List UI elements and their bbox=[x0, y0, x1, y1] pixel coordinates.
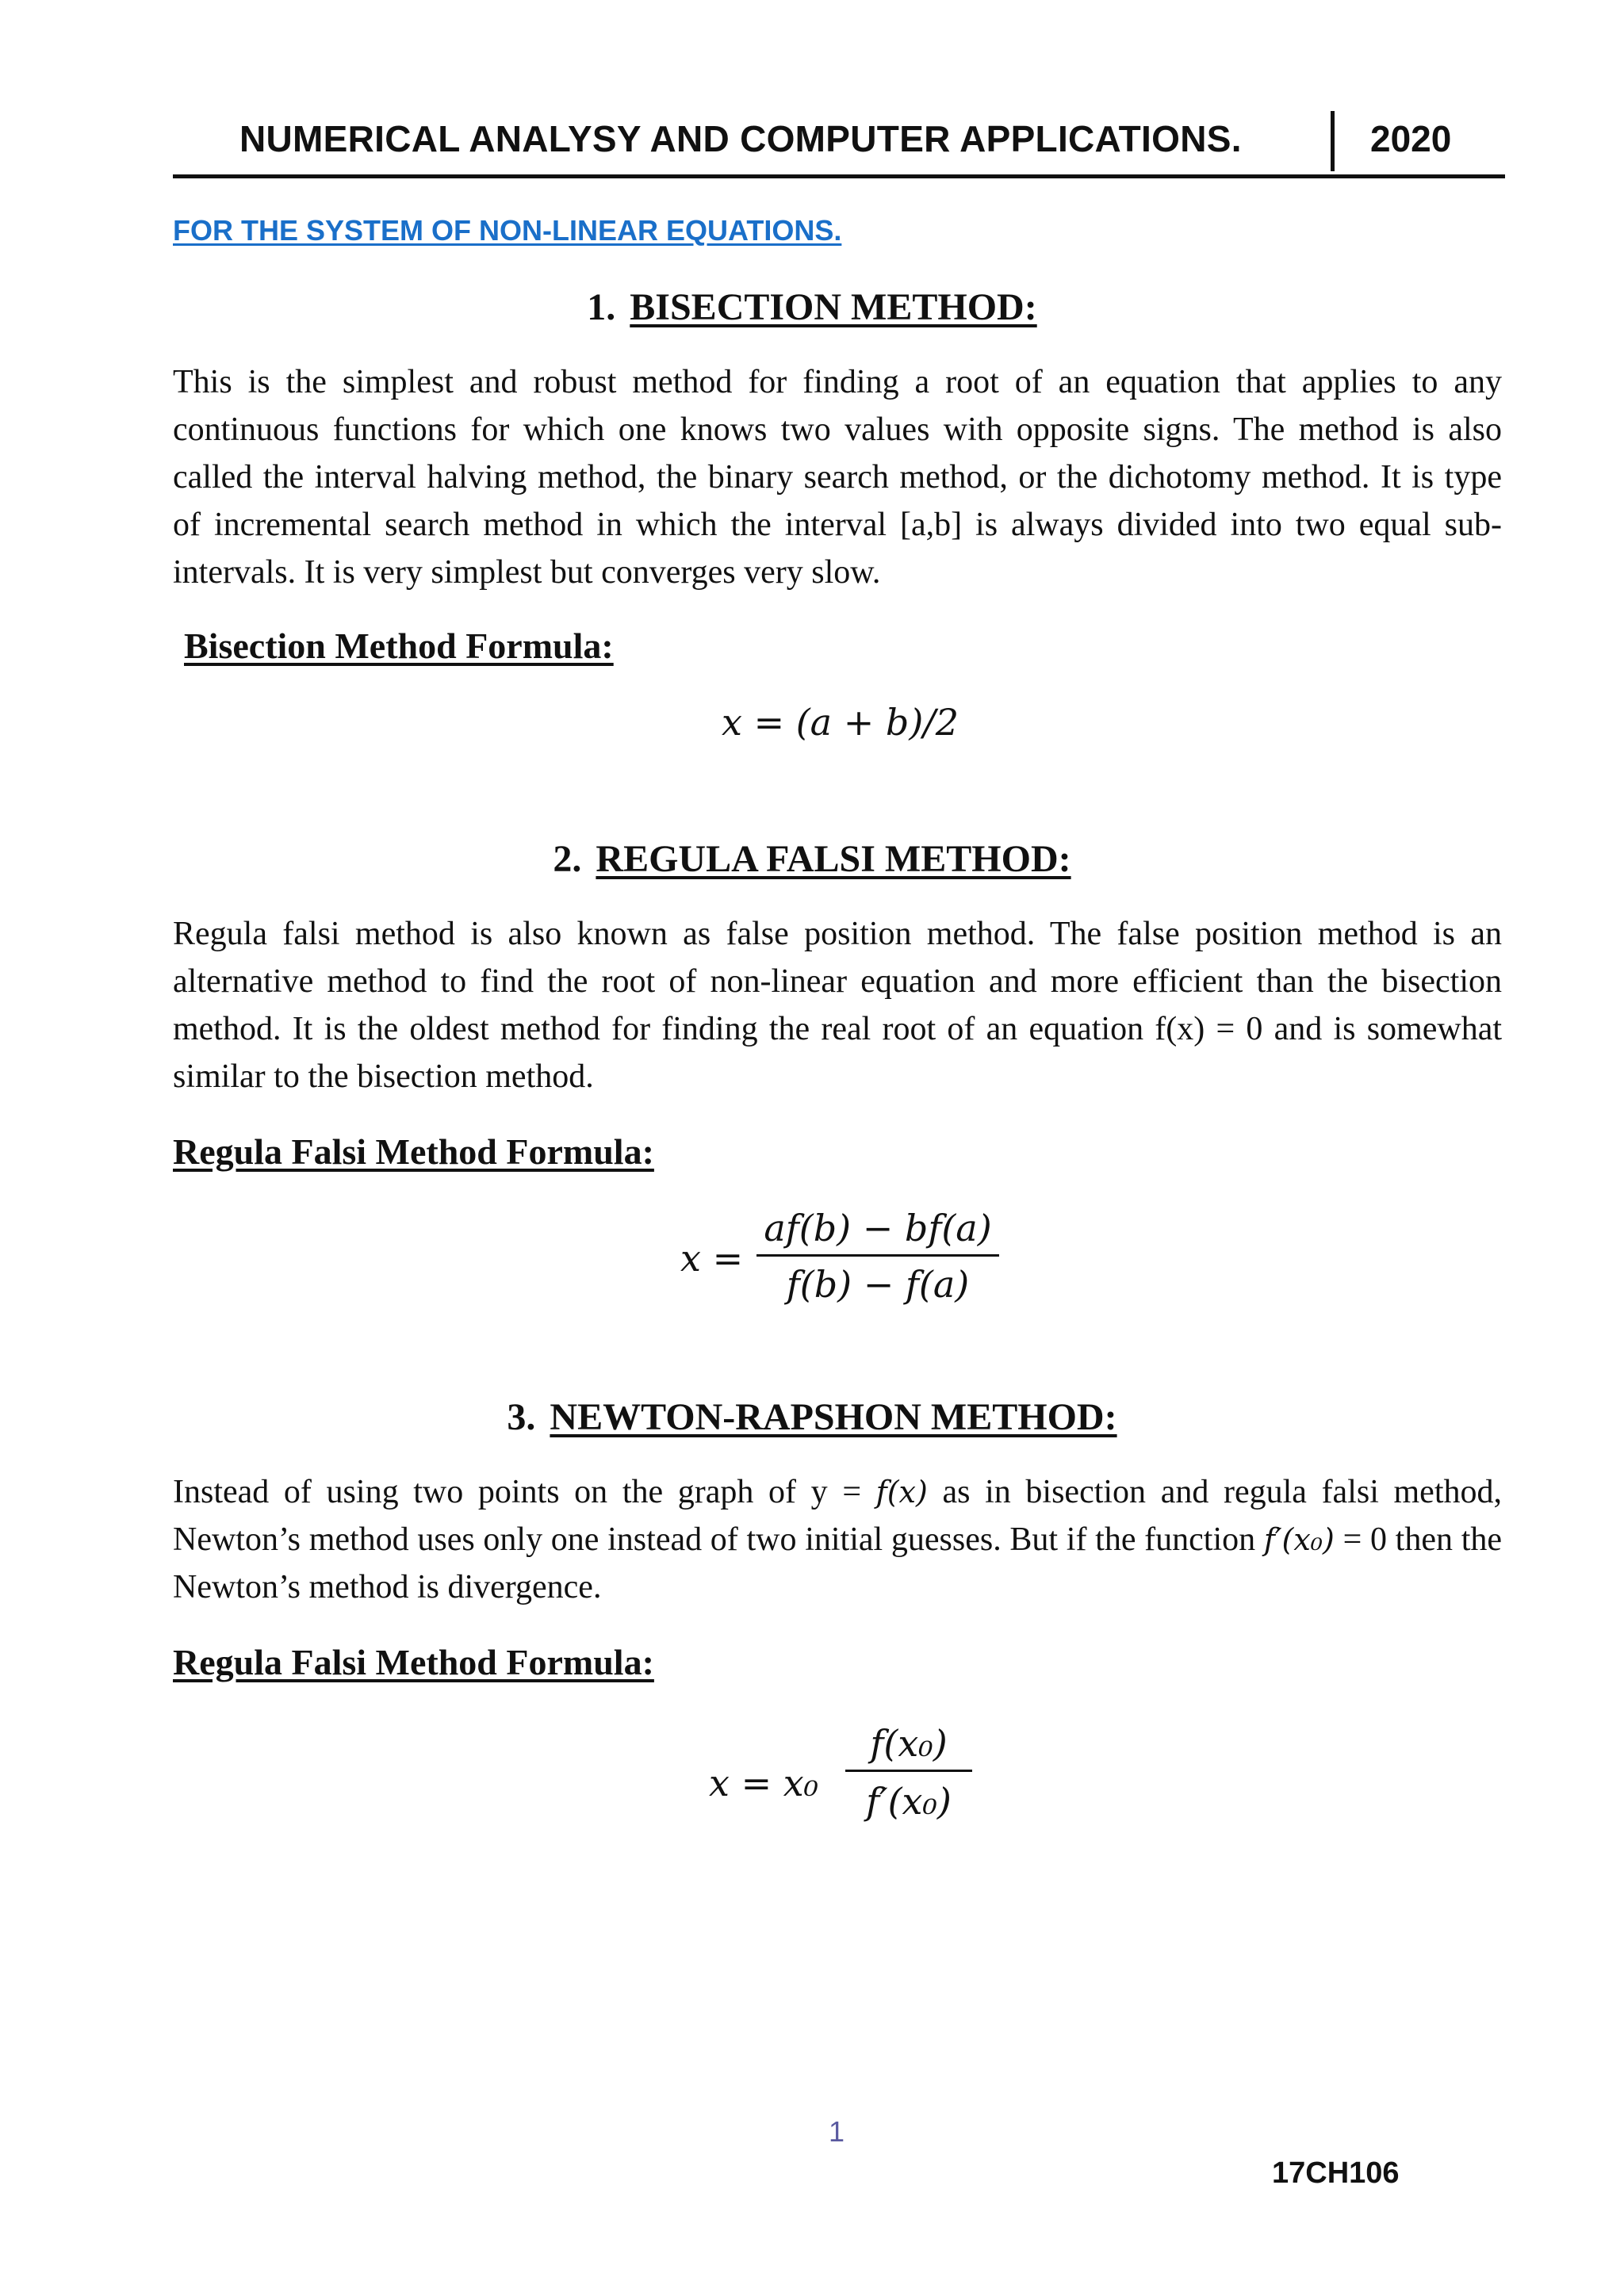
fraction-bar bbox=[756, 1254, 999, 1257]
page-number: 1 bbox=[828, 2115, 845, 2148]
heading-bisection bbox=[0, 285, 1624, 329]
heading-number: 3. bbox=[507, 1396, 536, 1438]
paragraph-regula-falsi: Regula falsi method is also known as false position method. The false position method is an alternative method to find the root of non-linear equation and more efficient than the bisection method. It is the oldest method for finding the real root of an equation f(x) = 0 and is somewhat similar to the bisection method. bbox=[173, 916, 1502, 1095]
paragraph-newton-raphson bbox=[173, 1468, 1502, 1611]
fraction-numerator: f(x₀) bbox=[870, 1722, 948, 1765]
formula-label-regula-falsi: Regula Falsi Method Formula: bbox=[173, 1131, 654, 1172]
heading-text: BISECTION METHOD: bbox=[630, 286, 1037, 328]
heading-number: 2. bbox=[553, 838, 582, 880]
paragraph-bisection: This is the simplest and robust method for finding a root of an equation that applies to any continuous functions for which one knows two values with opposite signs. The method is also called the interval halving method, the binary search method, or the dichotomy method. It is type of incremental search method in which the interval [a,b] is always divided into two equal sub-intervals. It is very simplest but converges very slow. bbox=[173, 364, 1502, 591]
fraction-denominator: f(b) − f(a) bbox=[786, 1263, 970, 1306]
formula-label-bisection: Bisection Method Formula: bbox=[184, 626, 614, 666]
heading-text: NEWTON-RAPSHON METHOD: bbox=[550, 1396, 1117, 1438]
fraction-numerator: af(b) − bf(a) bbox=[764, 1207, 992, 1249]
fraction-newton bbox=[845, 1722, 972, 1823]
heading-newton-raphson bbox=[0, 1395, 1624, 1439]
formula-label-newton: Regula Falsi Method Formula: bbox=[173, 1642, 654, 1682]
heading-regula-falsi bbox=[0, 837, 1624, 881]
header-year: 2020 bbox=[1370, 118, 1452, 159]
paragraph-text: as in bisection and regula falsi method, Newton’s method uses only one instead of two initial guesses. But if the function bbox=[173, 1474, 1502, 1558]
formula-lhs-newton: x = x₀ bbox=[709, 1762, 819, 1804]
section-subtitle: FOR THE SYSTEM OF NON-LINEAR EQUATIONS. bbox=[173, 214, 842, 247]
fraction-bar bbox=[845, 1770, 972, 1772]
paragraph-text: Instead of using two points on the graph of y = bbox=[173, 1474, 876, 1510]
fraction-denominator: f′(x₀) bbox=[866, 1780, 952, 1823]
heading-text: REGULA FALSI METHOD: bbox=[596, 838, 1071, 880]
inline-math-fprime: f′(x₀) bbox=[1263, 1522, 1335, 1557]
header-separator bbox=[1331, 111, 1335, 171]
paragraph-text: = 0 then the Newton’s method is divergence. bbox=[173, 1521, 1503, 1605]
page-header bbox=[173, 111, 1505, 178]
footer-code: 17CH106 bbox=[1272, 2156, 1400, 2190]
header-title: NUMERICAL ANALYSY AND COMPUTER APPLICATIONS. bbox=[239, 118, 1242, 159]
fraction-regula-falsi bbox=[756, 1207, 999, 1306]
heading-number: 1. bbox=[587, 286, 616, 328]
formula-lhs-regula-falsi: x = bbox=[680, 1237, 744, 1280]
formula-bisection: x = (a + b)/2 bbox=[722, 701, 959, 744]
inline-math-fx: f(x) bbox=[875, 1475, 928, 1510]
